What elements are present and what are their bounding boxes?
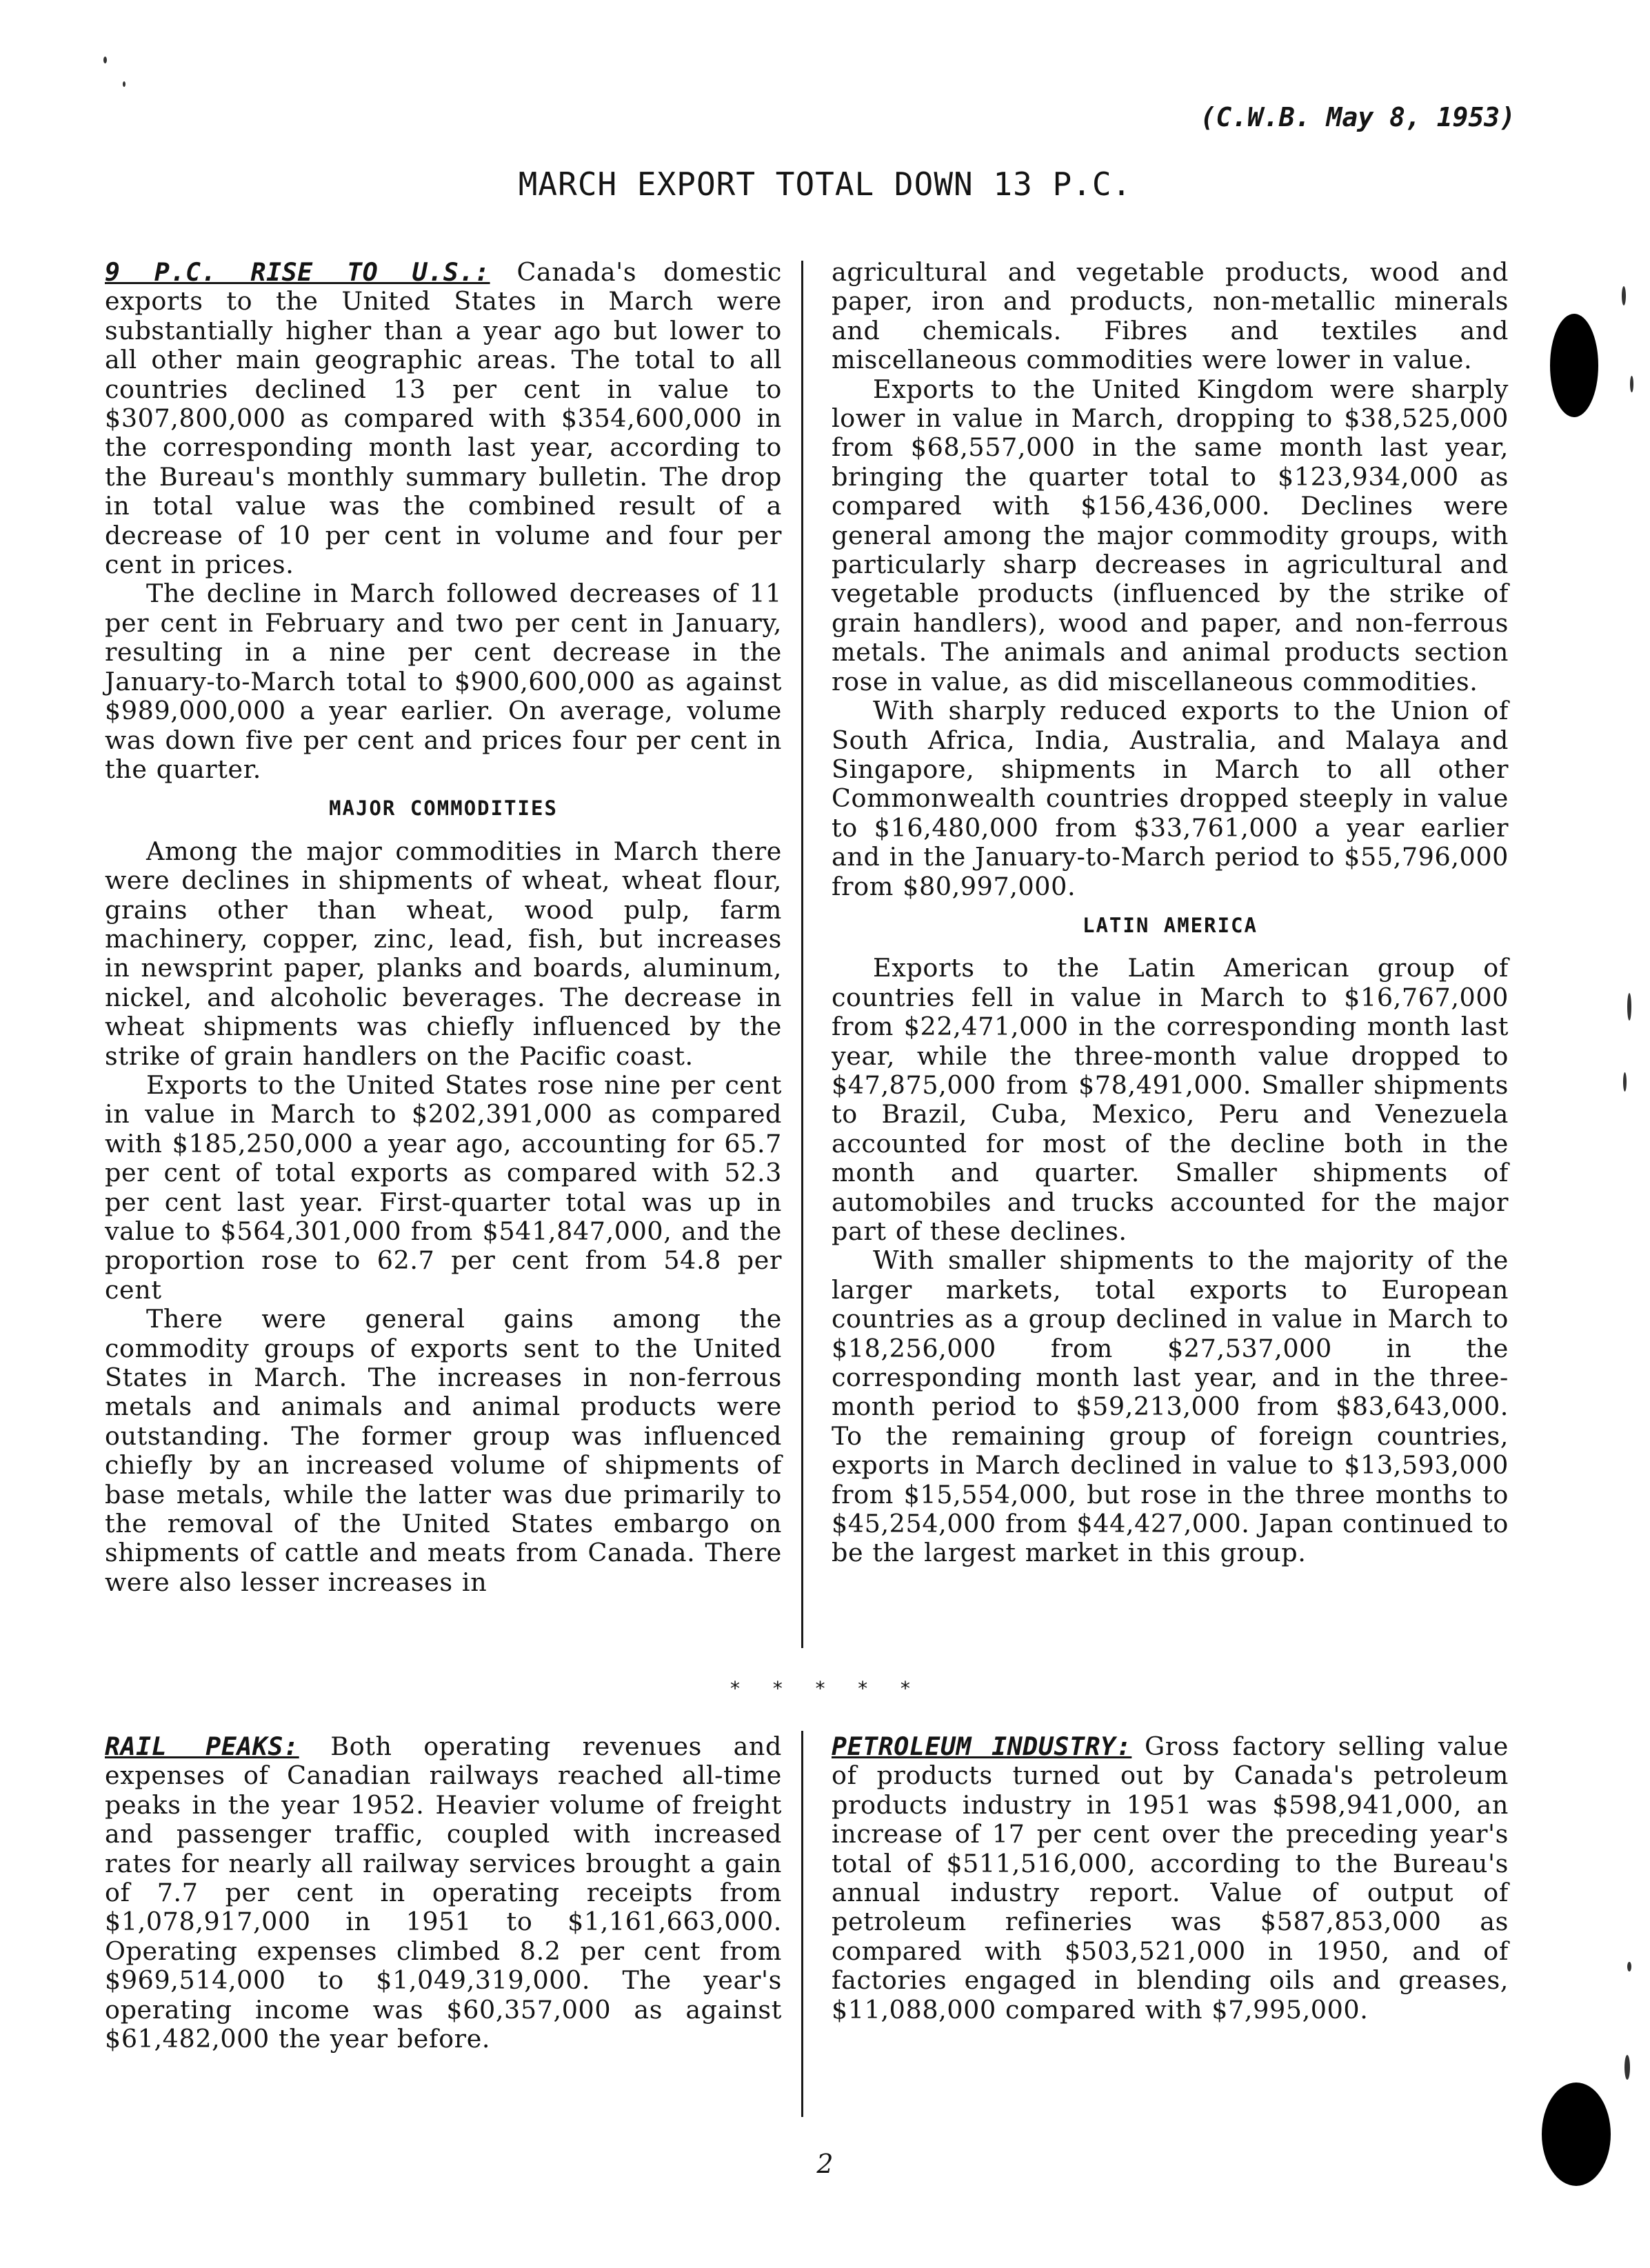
scan-speck [1624,2055,1630,2080]
left-column-bottom [105,1732,782,2054]
right-column-top [832,258,1509,1568]
section-heading: LATIN AMERICA [1083,913,1258,937]
scan-speck [1627,1962,1631,1971]
paragraph: Among the major commodities in March there were declines in shipments of wheat, wheat flour, grains other than wheat, wood pulp, farm machinery, copper, zinc, lead, fish, but increases in newsprint paper, planks and boards, aluminum, nickel, and alcoholic beverages. The decrease in wheat shipments was chiefly influenced by the strike of grain handlers on the Pacific coast. [105,836,782,1071]
paragraph: With sharply reduced exports to the Union of South Africa, India, Australia, and Malaya and Singapore, shipments in March to all other Commonwealth countries dropped steeply in value to $16,480,000 from $33,761,000 a year earlier and in the January-to-March period to $55,796,000 from $80,997,000. [832,696,1509,901]
scan-speck [123,81,125,87]
scan-speck [1623,1072,1627,1092]
right-column-bottom [832,1732,1509,2025]
paragraph [832,1732,1509,2025]
section-lead: RAIL PEAKS: [105,1732,299,1761]
page-title: MARCH EXPORT TOTAL DOWN 13 P.C. [518,165,1132,203]
paragraph: Exports to the Latin American group of countries fell in value in March to $16,767,000 from $22,471,000 in the corresponding month last year, while the three-month value dropped to $47,875,000 from $78,491,000. Smaller shipments to Brazil, Cuba, Mexico, Peru and Venezuela accounted for most of the decline both in the month and quarter. Smaller shipments of automobiles and trucks accounted for the major part of these declines. [832,953,1509,1246]
paragraph [105,1732,782,2054]
left-column-top [105,258,782,1597]
scan-speck [1630,376,1633,392]
section-lead: PETROLEUM INDUSTRY: [832,1732,1132,1761]
scan-speck [1627,993,1631,1021]
scan-speck [1622,286,1626,305]
paragraph [105,258,782,579]
punch-hole-mark [1542,2083,1611,2186]
paragraph-text: Gross factory selling value of products turned out by Canada's petroleum products industry in 1951 was $598,941,000, an increase of 17 per cent over the preceding year's total of $511,516,000, according to the Bureau's annual industry report. Value of output of petroleum refineries was $587,853,000 as compared with $503,521,000 in 1950, and of factories engaged in blending oils and greases, $11,088,000 compared with $7,995,000. [832,1732,1509,2025]
section-separator: * * * * * [729,1677,921,1700]
paragraph: agricultural and vegetable products, wood and paper, iron and products, non-metallic minerals and chemicals. Fibres and textiles and miscellaneous commodities were lower in value. [832,257,1509,375]
paragraph-text: Both operating revenues and expenses of Canadian railways reached all-time peaks in the year 1952. Heavier volume of freight and passenger traffic, coupled with increased rates for nearly all railway services brought a gain of 7.7 per cent in operating receipts from $1,078,917,000 in 1951 to $1,161,663,000. Operating expenses climbed 8.2 per cent from $969,514,000 to $1,049,319,000. The year's operating income was $60,357,000 as against $61,482,000 the year before. [105,1732,782,2054]
section-lead: 9 P.C. RISE TO U.S.: [105,257,490,287]
page-number: 2 [816,2149,834,2179]
paragraph-text: Canada's domestic exports to the United States in March were substantially higher than a year ago but lower to all other main geographic areas. The total to all countries declined 13 per cent in value to $307,800,000 as compared with $354,600,000 in the corresponding month last year, according to the Bureau's monthly summary bulletin. The drop in total value was the combined result of a decrease of 10 per cent in volume and four per cent in prices. [105,257,783,580]
scan-speck [103,57,107,63]
date-line: (C.W.B. May 8, 1953) [1200,102,1516,132]
paragraph: The decline in March followed decreases of 11 per cent in February and two per cent in January, resulting in a nine per cent decrease in the January-to-March total to $900,600,000 as against $989,000,000 a year earlier. On average, volume was down five per cent and prices four per cent in the quarter. [105,579,782,784]
column-divider [801,1731,803,2117]
column-divider [801,261,803,1648]
paragraph: There were general gains among the commodity groups of exports sent to the United States in March. The increases in non-ferrous metals and animals and animal products were outstanding. The former group was influenced chiefly by an increased volume of shipments of base metals, while the latter was due primarily to the removal of the United States embargo on shipments of cattle and meats from Canada. There were also lesser increases in [105,1304,782,1597]
section-heading: MAJOR COMMODITIES [329,796,558,821]
punch-hole-mark [1550,314,1598,417]
paragraph: Exports to the United States rose nine per cent in value in March to $202,391,000 as compared with $185,250,000 a year ago, accounting for 65.7 per cent of total exports as compared with 52.3 per cent last year. First-quarter total was up in value to $564,301,000 from $541,847,000, and the proportion rose to 62.7 per cent from 54.8 per cent [105,1070,782,1305]
paragraph: With smaller shipments to the majority of the larger markets, total exports to European countries as a group declined in value in March to $18,256,000 from $27,537,000 in the corresponding month last year, and in the three-month period to $59,213,000 from $83,643,000. To the remaining group of foreign countries, exports in March declined in value to $13,593,000 from $15,554,000, but rose in the three months to $45,254,000 from $44,427,000. Japan continued to be the largest market in this group. [832,1245,1509,1568]
paragraph: Exports to the United Kingdom were sharply lower in value in March, dropping to $38,525,000 from $68,557,000 in the same month last year, bringing the quarter total to $123,934,000 as compared with $156,436,000. Declines were general among the major commodity groups, with particularly sharp decreases in agricultural and vegetable products (influenced by the strike of grain handlers), wood and paper, and non-ferrous metals. The animals and animal products section rose in value, as did miscellaneous commodities. [832,374,1509,696]
